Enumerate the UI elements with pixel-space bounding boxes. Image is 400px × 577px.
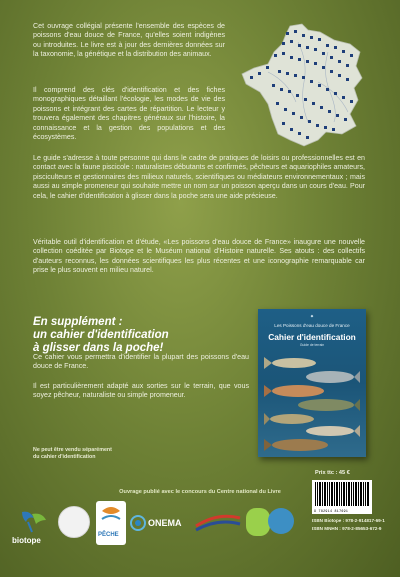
barcode-number: 9 782914 817691 [314,509,349,513]
mnhn-seal-logo [58,506,90,538]
cover-title: Les Poissons d'eau douce de France [274,323,350,328]
isbn-biotope: ISBN Biotope : 978-2-914817-69-1 [312,518,385,523]
biotope-logo [10,508,52,550]
supplement-paragraph-2: Il est particulièrement adapté aux sorties sur le terrain, que vous soyez pêcheur, naturaliste ou simple promeneur. [33,382,249,400]
peche-wordmark: PÊCHE [98,532,119,538]
intro-paragraph-1: Cet ouvrage collégial présente l'ensemble des espèces de poissons d'eau douce de France, qu'elles soient indigènes ou introduites. Le livre est à jour des dernières données sur la taxonomie, la génétique et la distribution des animaux. [33,22,225,59]
peche-logo [96,501,126,545]
supplement-heading [33,316,253,355]
fish-2 [306,371,360,383]
partner-round-logo [268,508,294,534]
rff-swoosh-icon [192,508,244,538]
fish-3 [264,385,324,397]
peche-emblem-icon [96,501,126,545]
cover-subtitle: Cahier d'identification [268,332,356,342]
not-sold-separately-note [33,447,153,460]
cover-tagline: Guide de terrain [299,343,325,347]
not-sold-line-2: du cahier d'identification [33,453,96,460]
fnpf-logo [246,508,270,536]
reseau-ferre-logo [192,508,244,538]
france-distribution-map [238,22,370,150]
france-outline [242,24,362,146]
intro-paragraph-3: Le guide s'adresse à toute personne qui dans le cadre de pratiques de loisirs ou professionnelles est en contact avec la faune piscicole : naturalistes débutants et confirmés, pêcheurs et aquariophiles amateurs, pisciculteurs et gestionnaires des milieux naturels, scientifiques ou médiateurs environnementaux ; mais aussi au simple promeneur qui souhaite mettre un nom sur un poisson aperçu dans un cours d'eau. Pour cela, le cahier d'identification à glisser dans la poche sera une aide précieuse. [33,154,365,200]
publication-support-note: Ouvrage publié avec le concours du Centre national du Livre [119,489,281,495]
identification-booklet-cover [258,309,366,457]
not-sold-line-1: Ne peut être vendu séparément [33,447,112,453]
fish-7 [264,439,328,451]
supplement-heading-line-2: un cahier d'identification [33,329,169,341]
intro-paragraph-2: Il comprend des clés d'identification et des fiches monographiques détaillant l'écologie, les modes de vie des poissons et intégrant des cartes de répartition. Le lecteur y trouvera également des chapitres généraux sur l'histoire, la connaissance et la gestion des populations et des écosystèmes. [33,86,225,142]
onema-swirl-icon [130,515,146,531]
onema-wordmark: ONEMA [148,518,182,528]
isbn-mnhn: ISBN MNHN : 978-2-85653-672-9 [312,526,382,531]
cover-series-logo: ◆ [310,314,314,318]
supplement-paragraph-1: Ce cahier vous permettra d'identifier la plupart des poissons d'eau douce de France. [33,353,249,371]
supplement-heading-line-1: En supplément : [33,316,123,328]
fish-4 [298,399,360,411]
fish-illustrations [264,353,360,453]
fish-5 [264,413,314,425]
fish-6 [306,425,360,437]
supplement-heading-line-3: à glisser dans la poche! [33,342,164,354]
onema-logo [130,510,188,536]
biotope-wordmark: biotope [12,536,41,545]
intro-paragraph-4: Véritable outil d'identification et d'étude, «Les poissons d'eau douce de France» inaugure une nouvelle collection coéditée par Biotope et le Muséum national d'Histoire naturelle. Ses atouts : des collectifs d'auteurs reconnus, les données scientifiques les plus récentes et une iconographie remarquable car prise le plus souvent en milieu naturel. [33,238,365,275]
price-label: Prix ttc : 45 € [315,470,350,476]
barcode [312,480,372,514]
fish-1 [264,357,316,369]
